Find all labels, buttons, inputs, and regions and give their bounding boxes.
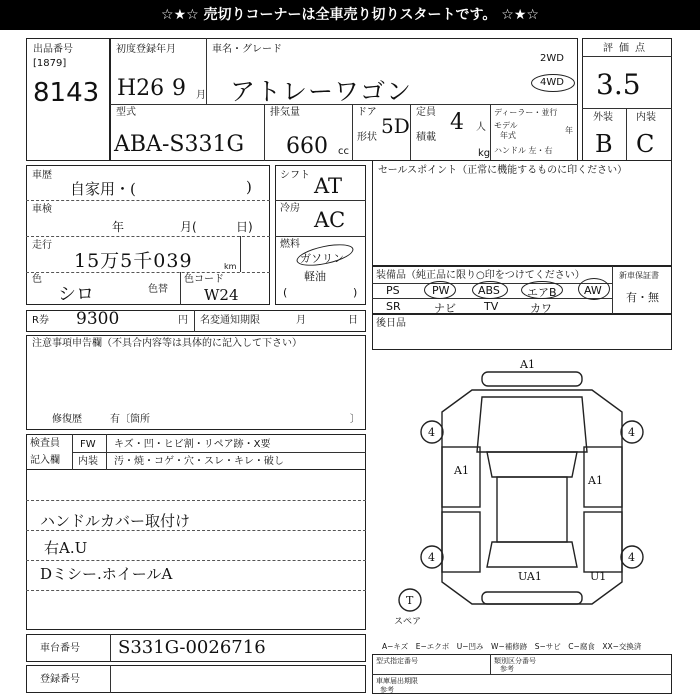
banner: ☆★☆ 売切りコーナーは全車売り切りスタートです。 ☆★☆ <box>0 0 700 30</box>
capacity-value: 4 <box>450 110 464 135</box>
legend: A−キズ E−エクボ U−凹み W−補修跡 S−サビ C−腐食 XX−交換済 <box>382 642 642 651</box>
inspector-label2: 記入欄 <box>30 455 60 466</box>
notes-label: 注意事項申告欄（不具合内容等は具体的に記入して下さい） <box>32 338 302 349</box>
divider <box>410 104 411 161</box>
roof <box>497 477 567 542</box>
equip-airbag: エアB <box>527 286 557 299</box>
inspection-label: 車検 <box>32 204 52 215</box>
lot-sub: [1879] <box>33 58 67 69</box>
recycle-unit: 円 <box>178 315 188 326</box>
equip-aw-circle <box>578 278 610 300</box>
equip-sr: SR <box>386 300 401 313</box>
ext-label: 外装 <box>593 112 613 123</box>
int-label: 内装 <box>636 112 656 123</box>
rear-bumper <box>482 592 582 604</box>
left-front-door <box>442 447 480 507</box>
chassis-value: S331G-0026716 <box>118 637 266 658</box>
car-name-value: アトレーワゴン <box>230 77 413 106</box>
model-label: 型式 <box>116 107 136 118</box>
history-label: 車歴 <box>32 170 52 181</box>
handwritten-note-2: 右A.U <box>44 539 88 557</box>
mark-wheel-fl: 4 <box>428 426 435 439</box>
car-name-label: 車名・グレード <box>212 44 282 55</box>
divider <box>26 500 366 501</box>
fuel-paren-open: ( <box>283 286 288 299</box>
divider <box>490 104 491 161</box>
inspector-row1: キズ・凹・ヒビ割・リペア跡・X要 <box>114 439 271 450</box>
br-l1: 型式指定番号 <box>376 657 418 665</box>
shift-label: シフト <box>280 170 310 181</box>
displacement-value: 660 <box>286 134 328 159</box>
divider <box>582 108 672 109</box>
dealer-handle: ハンドル 左・右 <box>494 146 553 155</box>
inspection-month: 月( <box>180 220 197 234</box>
fuel-diesel: 軽油 <box>304 270 326 283</box>
divider <box>110 634 111 662</box>
mileage-label: 走行 <box>32 240 52 251</box>
repair-close: 〕 <box>350 414 360 425</box>
divider <box>110 665 111 693</box>
warranty-label: 新車保証書 <box>619 271 659 280</box>
divider <box>612 266 613 314</box>
capacity-label: 定員 <box>416 107 436 118</box>
divider <box>240 236 241 272</box>
equip-navi: ナビ <box>434 302 456 315</box>
deadline-label: 名変通知期限 <box>200 315 260 326</box>
divider <box>582 56 672 57</box>
int-value: C <box>636 130 655 158</box>
warranty-value: 有・無 <box>626 291 659 304</box>
divider <box>72 452 366 453</box>
first-reg-label: 初度登録年月 <box>116 44 176 55</box>
divider <box>26 236 270 237</box>
mark-left-door: A1 <box>454 464 469 477</box>
mark-rear-right: U1 <box>590 570 607 583</box>
equip-abs-circle <box>472 281 508 299</box>
equip-tv: TV <box>484 300 499 313</box>
ext-value: B <box>595 130 613 158</box>
divider <box>26 200 270 201</box>
equip-pw: PW <box>432 284 450 297</box>
handwritten-note-3: Dミシー.ホイールA <box>40 565 173 583</box>
dealer-label: ディーラー・並行 <box>494 108 558 117</box>
divider <box>26 560 366 561</box>
spare-label: スペア <box>394 617 422 627</box>
after-install-box <box>372 314 672 350</box>
divider <box>264 104 265 161</box>
color-value: シロ <box>58 284 94 305</box>
history-value: 自家用・( <box>70 180 136 198</box>
rating-label: 評価点 <box>603 43 651 54</box>
divider <box>275 200 366 201</box>
divider <box>194 310 195 332</box>
drive-4wd: 4WD <box>540 77 564 88</box>
rating-value: 3.5 <box>596 68 641 101</box>
mark-wheel-rl: 4 <box>428 551 435 564</box>
br-l4: 参考 <box>380 686 394 694</box>
repair-label: 修復歴 <box>52 414 82 425</box>
ac-label: 冷房 <box>280 203 300 214</box>
fuel-paren-close: ) <box>353 286 358 299</box>
inspector-row2-label: 内装 <box>78 456 98 467</box>
capacity-unit: 人 <box>476 122 486 133</box>
mark-front: A1 <box>520 358 535 371</box>
first-reg-month-unit: 月 <box>196 90 206 101</box>
mark-wheel-rr: 4 <box>628 551 635 564</box>
deadline-day: 日 <box>348 315 358 326</box>
first-reg-year: H26 <box>117 76 165 101</box>
equip-leather: カワ <box>530 302 552 315</box>
repaint-label: 色替 <box>148 284 168 295</box>
doors-label: ドア <box>357 107 377 118</box>
ac-value: AC <box>314 208 346 232</box>
history-close: ) <box>246 178 252 196</box>
sales-point-label: セールスポイント（正常に機能するものに印ください） <box>378 165 628 176</box>
color-code-label: 色コード <box>184 274 224 285</box>
equip-aw: AW <box>584 284 602 297</box>
deadline-month: 月 <box>296 315 306 326</box>
doors-value: 5D <box>381 114 410 138</box>
model-value: ABA-S331G <box>114 132 245 157</box>
mark-wheel-fr: 4 <box>628 426 635 439</box>
spare-mark: T <box>406 594 414 607</box>
inspector-row1-label: FW <box>80 439 96 450</box>
br-ref: 参考 <box>500 665 514 673</box>
shift-value: AT <box>314 174 343 198</box>
divider <box>26 272 270 273</box>
equip-airbag-circle <box>521 281 563 299</box>
after-install-label: 後日品 <box>376 318 406 329</box>
hood <box>477 397 587 452</box>
equip-ps: PS <box>386 284 400 297</box>
doors-shape-label: 形状 <box>357 132 377 143</box>
chassis-label: 車台番号 <box>40 643 80 654</box>
windshield <box>487 452 577 477</box>
divider <box>106 434 107 470</box>
divider <box>180 272 181 305</box>
front-bumper <box>482 372 582 386</box>
reg-no-label: 登録番号 <box>40 674 80 685</box>
inspection-year: 年 <box>112 220 125 234</box>
inspection-day: 日) <box>236 220 253 234</box>
drive-2wd: 2WD <box>540 53 564 64</box>
dealer-year: 年式 <box>500 131 516 140</box>
repair-value: 有〔箇所 <box>110 414 150 425</box>
recycle-label: R券 <box>32 315 49 326</box>
divider <box>352 104 353 161</box>
mark-right-door: A1 <box>588 474 603 487</box>
fuel-label: 燃料 <box>280 239 300 250</box>
mileage-unit: km <box>224 262 237 271</box>
divider <box>372 674 672 675</box>
inspector-row2: 汚・焼・コゲ・穴・スレ・キレ・破し <box>114 456 284 467</box>
divider <box>626 108 627 161</box>
first-reg-month: 9 <box>172 76 186 101</box>
capacity-kg: kg <box>478 148 491 159</box>
color-code-value: W24 <box>204 286 239 304</box>
capacity-load-label: 積載 <box>416 132 436 143</box>
right-rear-door <box>584 512 622 572</box>
handwritten-note-1: ハンドルカバー取付け <box>40 512 191 530</box>
lot-label: 出品番号 <box>33 44 73 55</box>
fuel-gas: ガソリン <box>300 252 344 265</box>
dealer-model: モデル <box>494 121 518 130</box>
mark-rear: UA1 <box>518 570 542 583</box>
lot-number: 8143 <box>33 78 100 108</box>
divider <box>275 236 366 237</box>
divider <box>490 654 491 674</box>
rear-window <box>487 542 577 567</box>
br-l3: 車庫届出期限 <box>376 677 418 685</box>
color-label: 色 <box>32 274 42 285</box>
inspector-label1: 検査員 <box>30 438 60 449</box>
mileage-value: 15万5千039 <box>74 250 193 272</box>
divider <box>206 38 207 104</box>
displacement-unit: cc <box>338 146 349 157</box>
car-diagram <box>372 352 672 632</box>
equip-abs: ABS <box>478 284 500 297</box>
br-l2: 類別区分番号 <box>494 657 536 665</box>
divider <box>26 590 366 591</box>
recycle-value: 9300 <box>76 309 120 329</box>
equip-pw-circle <box>424 281 456 299</box>
dealer-year-unit: 年 <box>565 126 573 135</box>
equipment-label: 装備品（純正品に限り○印をつけてください） <box>376 270 585 281</box>
displacement-label: 排気量 <box>270 107 300 118</box>
left-rear-door <box>442 512 480 572</box>
